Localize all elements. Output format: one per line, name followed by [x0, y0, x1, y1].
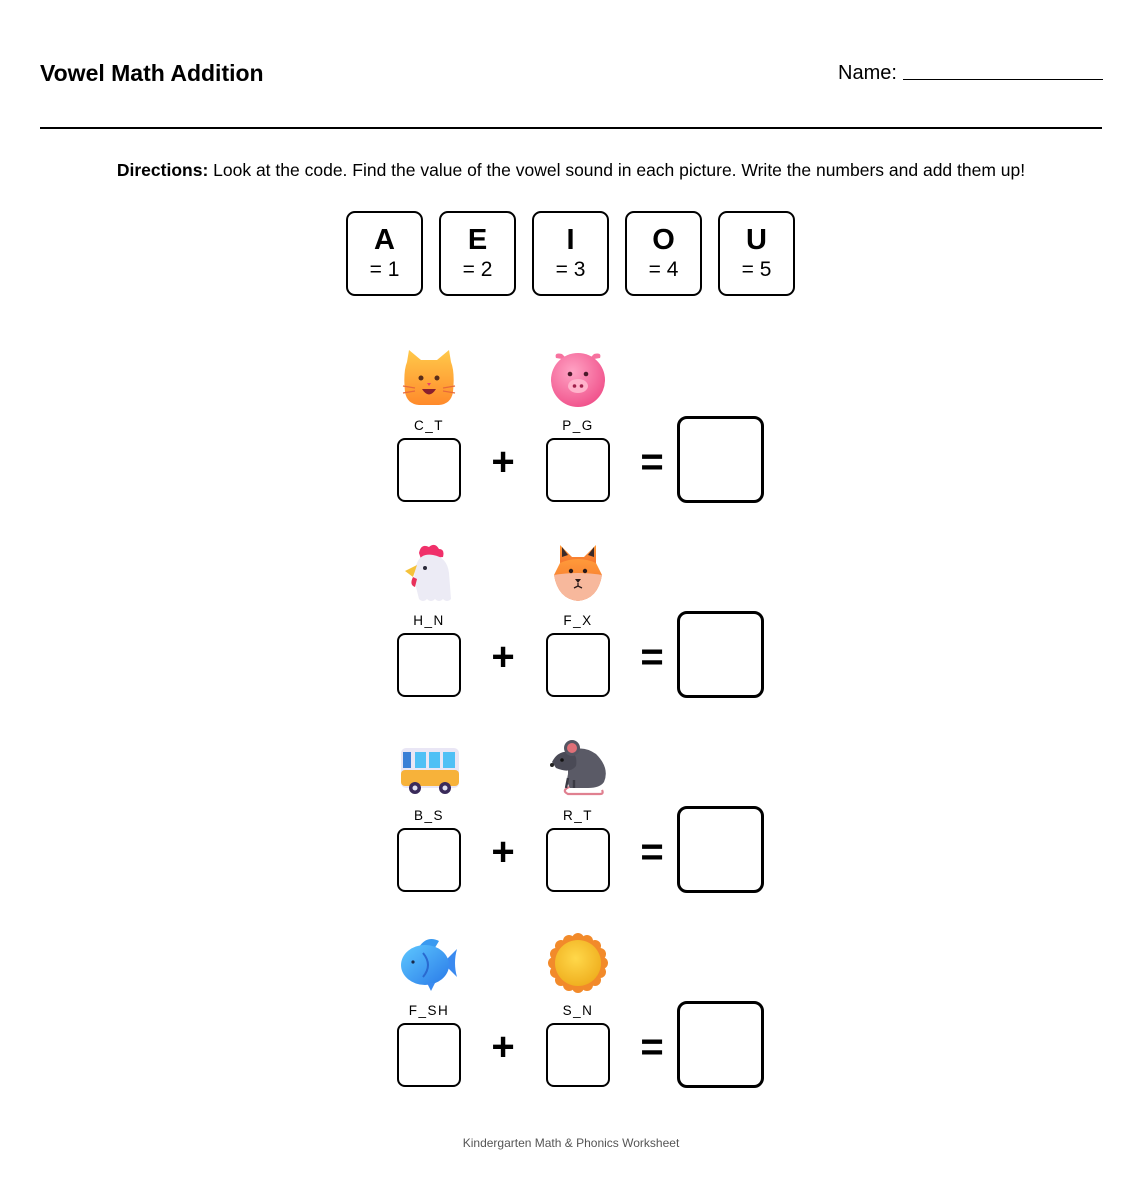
answer-box-left[interactable]	[397, 1023, 461, 1087]
plus-sign: +	[491, 635, 515, 679]
footer-caption: Kindergarten Math & Phonics Worksheet	[462, 1136, 680, 1150]
directions-text: Look at the code. Find the value of the vowel sound in each picture. Write the numbers and add them up!	[208, 160, 1026, 180]
answer-box-right[interactable]	[546, 438, 610, 502]
name-write-line[interactable]	[903, 79, 1103, 80]
word-prompt: R_T	[562, 808, 593, 823]
left-term	[397, 933, 461, 1087]
vowel-value: = 5	[741, 258, 772, 281]
vowel-code-a	[346, 211, 423, 296]
sum-answer-box[interactable]	[677, 806, 764, 893]
pig-icon	[546, 348, 610, 408]
vowel-value: = 2	[462, 258, 493, 281]
fish-icon	[397, 933, 461, 993]
header-divider	[40, 127, 1102, 129]
rat-icon	[546, 738, 610, 798]
sum-answer-box[interactable]	[677, 416, 764, 503]
answer-box-right[interactable]	[546, 633, 610, 697]
right-term	[546, 543, 610, 697]
vowel-code-e	[439, 211, 516, 296]
answer-box-left[interactable]	[397, 828, 461, 892]
equals-sign: =	[640, 1025, 664, 1069]
hen-icon	[397, 543, 461, 603]
vowel-letter: O	[652, 224, 675, 256]
word-prompt: F_SH	[408, 1003, 450, 1018]
answer-box-right[interactable]	[546, 1023, 610, 1087]
vowel-code-o	[625, 211, 702, 296]
vowel-letter: U	[746, 224, 767, 256]
word-prompt: P_G	[562, 418, 594, 433]
problem-row-3	[0, 738, 1142, 908]
fox-icon	[546, 543, 610, 603]
vowel-code-key	[346, 211, 795, 296]
equals-sign: =	[640, 440, 664, 484]
right-term	[546, 933, 610, 1087]
vowel-value: = 3	[555, 258, 586, 281]
sun-icon	[546, 933, 610, 993]
vowel-letter: A	[374, 224, 395, 256]
directions-label: Directions:	[116, 160, 209, 180]
bus-icon	[397, 738, 461, 798]
word-prompt: F_X	[563, 613, 593, 628]
left-term	[397, 738, 461, 892]
equals-sign: =	[640, 830, 664, 874]
right-term	[546, 348, 610, 502]
cat-icon	[397, 348, 461, 408]
vowel-letter: I	[566, 224, 575, 256]
plus-sign: +	[491, 830, 515, 874]
directions	[0, 159, 1142, 181]
word-prompt: H_N	[413, 613, 445, 628]
vowel-value: = 1	[369, 258, 400, 281]
name-field	[838, 60, 1103, 86]
name-label: Name:	[838, 62, 897, 84]
sum-answer-box[interactable]	[677, 611, 764, 698]
vowel-value: = 4	[648, 258, 679, 281]
left-term	[397, 543, 461, 697]
word-prompt: B_S	[413, 808, 445, 823]
problem-row-2	[0, 543, 1142, 713]
answer-box-right[interactable]	[546, 828, 610, 892]
problem-row-4	[0, 933, 1142, 1103]
worksheet-title: Vowel Math Addition	[40, 60, 264, 86]
equals-sign: =	[640, 635, 664, 679]
answer-box-left[interactable]	[397, 633, 461, 697]
sum-answer-box[interactable]	[677, 1001, 764, 1088]
problem-row-1	[0, 348, 1142, 518]
right-term	[546, 738, 610, 892]
answer-box-left[interactable]	[397, 438, 461, 502]
vowel-letter: E	[467, 224, 488, 256]
left-term	[397, 348, 461, 502]
word-prompt: C_T	[413, 418, 444, 433]
plus-sign: +	[491, 1025, 515, 1069]
vowel-code-u	[718, 211, 795, 296]
plus-sign: +	[491, 440, 515, 484]
word-prompt: S_N	[562, 1003, 594, 1018]
vowel-code-i	[532, 211, 609, 296]
